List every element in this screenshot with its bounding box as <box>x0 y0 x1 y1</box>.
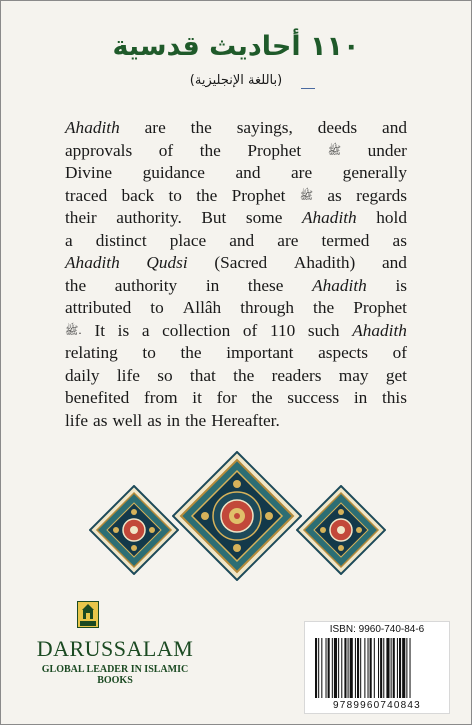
paragraph-word: under <box>367 140 407 160</box>
paragraph-word: It <box>94 320 105 340</box>
barcode-icon <box>313 638 441 698</box>
paragraph-word: such <box>307 320 340 340</box>
paragraph-word: Ahadith <box>65 118 120 137</box>
barcode-bar <box>402 638 405 698</box>
paragraph-line <box>65 230 407 253</box>
paragraph-word: from <box>144 388 178 407</box>
isbn-text: ISBN: 9960-740-84-6 <box>329 624 425 635</box>
paragraph-word: is <box>395 275 407 295</box>
barcode-bar <box>344 638 346 698</box>
paragraph-word: is <box>117 320 130 340</box>
paragraph-word: in <box>205 275 220 295</box>
paragraph-word: the <box>251 388 273 407</box>
paragraph-word: of <box>392 343 407 362</box>
barcode-bar <box>380 638 382 698</box>
barcode-bar <box>338 638 339 698</box>
paragraph-word: so <box>157 365 173 385</box>
paragraph-word: in <box>166 410 181 430</box>
paragraph-word: the <box>313 298 335 317</box>
diamond-ornament-icon <box>89 485 179 575</box>
subtitle-dash <box>301 88 315 89</box>
paragraph-word: to <box>150 298 164 317</box>
paragraph-word: the <box>180 343 202 362</box>
paragraph-word: the <box>190 118 212 137</box>
barcode-bar <box>397 638 398 698</box>
paragraph-word: readers <box>271 365 322 385</box>
paragraph-word: through <box>240 298 294 317</box>
barcode-bar <box>378 638 379 698</box>
paragraph-word: aspects <box>318 343 368 362</box>
paragraph-word: the <box>196 185 218 205</box>
paragraph-word: life <box>116 365 140 385</box>
barcode-bar <box>315 638 317 698</box>
barcode-bar <box>368 638 369 698</box>
paragraph-word: it <box>192 388 202 407</box>
publisher-tagline: GLOBAL LEADER IN ISLAMIC BOOKS <box>41 664 189 686</box>
paragraph-line <box>65 342 407 365</box>
paragraph-line <box>65 410 407 433</box>
paragraph-word: as <box>392 230 407 250</box>
barcode-bar <box>374 638 375 698</box>
barcode-bar <box>334 638 337 698</box>
paragraph-word: to <box>142 343 156 362</box>
paragraph-word: Divine <box>65 163 113 182</box>
paragraph-word: benefited <box>65 388 130 407</box>
barcode-bar <box>348 638 349 698</box>
paragraph-line <box>65 297 407 320</box>
paragraph-word: Prophet <box>353 298 407 317</box>
paragraph-word: authority <box>114 275 178 295</box>
paragraph-line <box>65 252 407 275</box>
paragraph-line <box>65 117 407 140</box>
barcode-bar <box>383 638 384 698</box>
paragraph-word: some <box>245 208 283 227</box>
arabic-subtitle: (باللغة الإنجليزية) <box>189 73 283 88</box>
barcode-bar <box>350 638 353 698</box>
paragraph-word: this <box>381 388 407 407</box>
paragraph-word: and <box>235 163 261 182</box>
paragraph-word: relating <box>65 343 118 362</box>
paragraph-word: get <box>385 365 407 385</box>
paragraph-word: traced <box>65 185 108 205</box>
paragraph-word: are <box>291 163 313 182</box>
paragraph-line <box>65 275 407 298</box>
description-paragraph <box>65 117 407 432</box>
paragraph-word: well <box>112 410 143 430</box>
paragraph-word: that <box>189 365 216 385</box>
publisher-name: DARUSSALAM <box>36 636 194 661</box>
paragraph-word: 110 <box>269 320 296 340</box>
paragraph-word: guidance <box>142 163 205 182</box>
paragraph-word: Hereafter. <box>211 410 280 430</box>
paragraph-word: as <box>147 410 162 430</box>
barcode-bar <box>332 638 333 698</box>
paragraph-word: a <box>65 230 73 250</box>
paragraph-line <box>65 387 407 410</box>
paragraph-word: and <box>382 118 407 137</box>
paragraph-word: place <box>169 230 207 250</box>
paragraph-word: Ahadith <box>65 253 120 272</box>
paragraph-word: authority. <box>116 208 182 227</box>
paragraph-line <box>65 162 407 185</box>
paragraph-word: a <box>141 320 150 340</box>
paragraph-word: Ahadith <box>301 208 357 227</box>
paragraph-word: sayings, <box>236 118 293 137</box>
paragraph-word: Ahadith <box>312 275 367 295</box>
paragraph-word: the <box>233 365 255 385</box>
darussalam-logo-icon <box>77 601 99 628</box>
barcode-bar <box>357 638 359 698</box>
barcode-bar <box>406 638 407 698</box>
paragraph-word: life <box>65 410 89 430</box>
paragraph-word: the <box>185 410 207 430</box>
paragraph-word: ﷺ <box>299 188 314 202</box>
paragraph-word: deeds <box>317 118 358 137</box>
paragraph-word: and <box>229 230 255 250</box>
paragraph-word: Allâh <box>182 298 222 317</box>
paragraph-word: Ahadith <box>352 320 407 340</box>
paragraph-word: daily <box>65 365 100 385</box>
paragraph-word: in <box>353 388 368 407</box>
ean-number: 9789960740843 <box>333 700 421 711</box>
barcode-bar <box>360 638 361 698</box>
paragraph-word: Prophet <box>231 185 286 205</box>
barcode-bar <box>393 638 395 698</box>
paragraph-word: ﷺ <box>327 143 342 157</box>
barcode-bar <box>410 638 411 698</box>
paragraph-word: success <box>287 388 340 407</box>
paragraph-word: termed <box>321 230 370 250</box>
paragraph-word: hold <box>376 208 407 227</box>
barcode-bar <box>321 638 322 698</box>
paragraph-word: the <box>65 275 87 295</box>
paragraph-word: and <box>382 253 407 272</box>
barcode-bar <box>386 638 389 698</box>
paragraph-word: Prophet <box>247 140 302 160</box>
paragraph-line <box>65 185 407 208</box>
barcode-bar <box>355 638 356 698</box>
paragraph-word: approvals <box>65 140 133 160</box>
paragraph-word: ﷺ. <box>65 323 82 337</box>
paragraph-word: generally <box>342 163 407 182</box>
barcode-bar <box>318 638 319 698</box>
paragraph-line <box>65 320 407 343</box>
paragraph-word: back <box>121 185 155 205</box>
paragraph-word: their <box>65 208 97 227</box>
paragraph-word: But <box>201 208 227 227</box>
paragraph-line <box>65 365 407 388</box>
barcode-bar <box>364 638 365 698</box>
paragraph-word: regards <box>356 185 407 205</box>
paragraph-line <box>65 207 407 230</box>
paragraph-word: are <box>144 118 166 137</box>
paragraph-word: important <box>226 343 294 362</box>
diamond-ornament-icon <box>296 485 386 575</box>
paragraph-word: as <box>93 410 108 430</box>
paragraph-word: collection <box>162 320 231 340</box>
barcode-bar <box>328 638 330 698</box>
paragraph-word: Qudsi <box>146 253 188 272</box>
paragraph-word: for <box>216 388 237 407</box>
barcode-bar <box>370 638 372 698</box>
paragraph-word: the <box>199 140 221 160</box>
paragraph-word: Ahadith) <box>293 253 356 272</box>
barcode-bar <box>341 638 342 698</box>
paragraph-line <box>65 140 407 163</box>
barcode-bar <box>399 638 401 698</box>
diamond-ornament-icon <box>172 451 302 581</box>
paragraph-word: these <box>247 275 284 295</box>
barcode-bar <box>391 638 392 698</box>
paragraph-word: may <box>338 365 369 385</box>
barcode-bar <box>326 638 327 698</box>
paragraph-word: are <box>277 230 299 250</box>
paragraph-word: (Sacred <box>214 253 268 272</box>
arabic-title: ١١٠ أحاديث قدسية <box>112 31 360 62</box>
paragraph-word: distinct <box>95 230 147 250</box>
paragraph-word: of <box>242 320 258 340</box>
paragraph-word: to <box>168 185 182 205</box>
paragraph-word: attributed <box>65 298 132 317</box>
paragraph-word: of <box>158 140 174 160</box>
barcode <box>304 621 450 714</box>
paragraph-word: as <box>327 185 342 205</box>
